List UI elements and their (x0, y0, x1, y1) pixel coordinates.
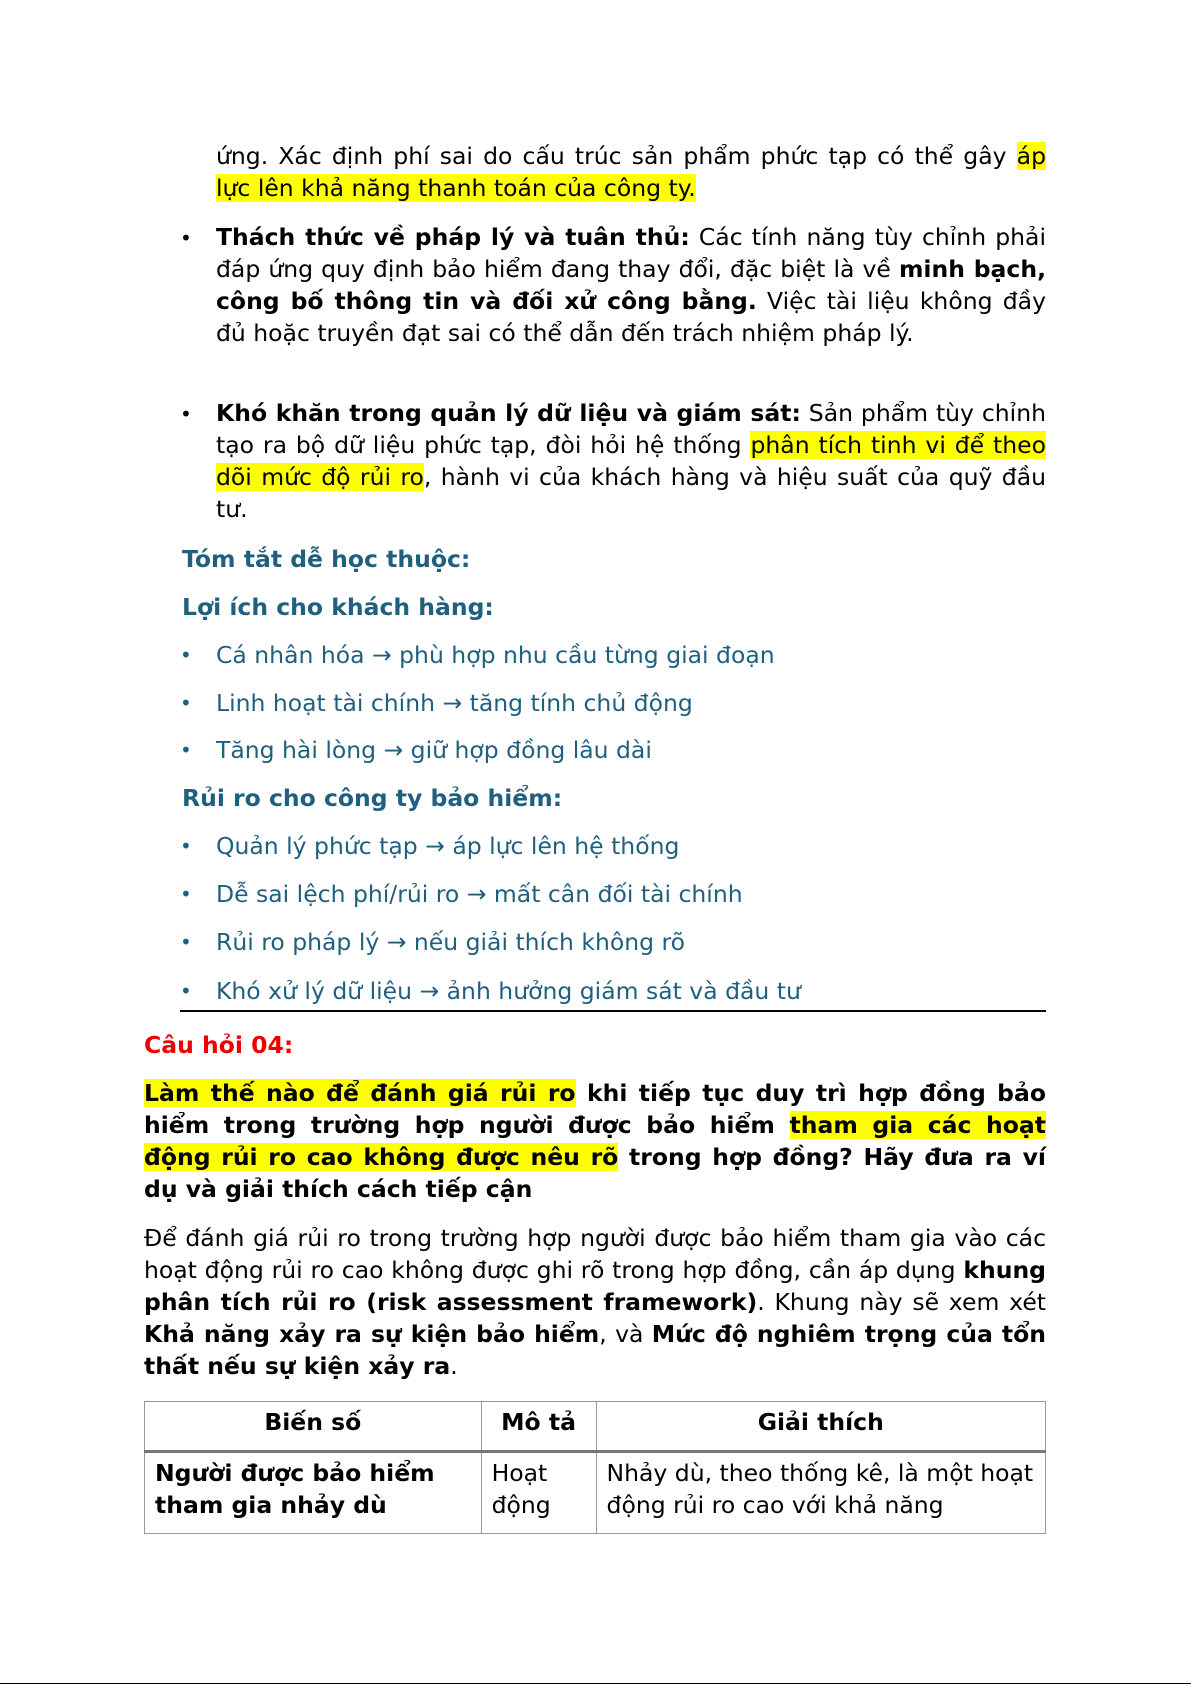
table-header-cell: Mô tả (481, 1402, 596, 1452)
highlighted-text: Làm thế nào để đánh giá rủi ro (144, 1079, 576, 1107)
bullet-dot-icon: • (180, 930, 192, 954)
risks-title: Rủi ro cho công ty bảo hiểm: (182, 784, 563, 812)
table-cell: Hoạt động (481, 1452, 596, 1534)
benefit-item: Linh hoạt tài chính → tăng tính chủ động (216, 689, 693, 717)
table-row (145, 1452, 1046, 1534)
question-label: Câu hỏi 04: (144, 1031, 294, 1059)
highlighted-text: tham gia các hoạt động rủi ro cao không được nêu rõ (144, 1111, 1046, 1171)
highlighted-text: phân tích tinh vi để theo dõi mức độ rủi ro (216, 431, 1046, 491)
table-header-cell: Biến số (145, 1402, 482, 1452)
risk-item: Khó xử lý dữ liệu → ảnh hưởng giám sát và đầu tư (216, 977, 801, 1005)
bullet-dot-icon: • (180, 979, 192, 1003)
table-header-cell: Giải thích (596, 1402, 1045, 1452)
table-header-row (145, 1402, 1046, 1452)
bullet-dot-icon: • (180, 882, 192, 906)
continued-paragraph (216, 140, 1046, 204)
highlighted-text: áp lực lên khả năng thanh toán của công ty. (216, 142, 1046, 202)
answer-paragraph: Để đánh giá rủi ro trong trường hợp người được bảo hiểm tham gia vào các hoạt động rủi ro cao không được ghi rõ trong hợp đồng, cần áp dụng khung phân tích rủi ro (risk assessment framework). Khung này sẽ xem xét Khả năng xảy ra sự kiện bảo hiểm, và Mức độ nghiêm trọng của tổn thất nếu sự kiện xảy ra. (144, 1224, 1047, 1380)
benefit-item: Cá nhân hóa → phù hợp nhu cầu từng giai đoạn (216, 641, 775, 669)
risk-item: Rủi ro pháp lý → nếu giải thích không rõ (216, 928, 686, 956)
table-cell: Nhảy dù, theo thống kê, là một hoạt động rủi ro cao với khả năng (596, 1452, 1045, 1534)
risk-item: Quản lý phức tạp → áp lực lên hệ thống (216, 832, 680, 860)
bullet-dot-icon: • (180, 226, 192, 250)
bullet-dot-icon: • (180, 738, 192, 762)
bullet-data-management: Khó khăn trong quản lý dữ liệu và giám sát: Sản phẩm tùy chỉnh tạo ra bộ dữ liệu phức tạp, đòi hỏi hệ thống phân tích tinh vi để theo dõi mức độ rủi ro, hành vi của khách hàng và hiệu suất của quỹ đầu tư. (216, 399, 1047, 523)
section-divider (180, 1010, 1046, 1012)
benefit-item: Tăng hài lòng → giữ hợp đồng lâu dài (216, 736, 652, 764)
bullet-heading: Khó khăn trong quản lý dữ liệu và giám sát: (216, 399, 801, 427)
bullet-dot-icon: • (180, 834, 192, 858)
risk-item: Dễ sai lệch phí/rủi ro → mất cân đối tài chính (216, 880, 743, 908)
bullet-dot-icon: • (180, 691, 192, 715)
bullet-dot-icon: • (180, 643, 192, 667)
page-bottom-edge (0, 1683, 1191, 1684)
bullet-dot-icon: • (180, 402, 192, 426)
bullet-legal-compliance: Thách thức về pháp lý và tuân thủ: Các tính năng tùy chỉnh phải đáp ứng quy định bảo hiểm đang thay đổi, đặc biệt là về minh bạch, công bố thông tin và đối xử công bằng. Việc tài liệu không đầy đủ hoặc truyền đạt sai có thể dẫn đến trách nhiệm pháp lý. (216, 223, 1047, 347)
bullet-heading: Thách thức về pháp lý và tuân thủ: (216, 223, 690, 251)
table-cell: Người được bảo hiểm tham gia nhảy dù (145, 1452, 482, 1534)
benefits-title: Lợi ích cho khách hàng: (182, 593, 494, 621)
question-text: Làm thế nào để đánh giá rủi ro khi tiếp tục duy trì hợp đồng bảo hiểm trong trường hợp người được bảo hiểm tham gia các hoạt động rủi ro cao không được nêu rõ trong hợp đồng? Hãy đưa ra ví dụ và giải thích cách tiếp cận (144, 1079, 1046, 1203)
risk-table (144, 1401, 1046, 1534)
summary-title: Tóm tắt dễ học thuộc: (182, 545, 471, 573)
paragraph-text: ứng. Xác định phí sai do cấu trúc sản phẩm phức tạp có thể gây (216, 142, 1017, 170)
